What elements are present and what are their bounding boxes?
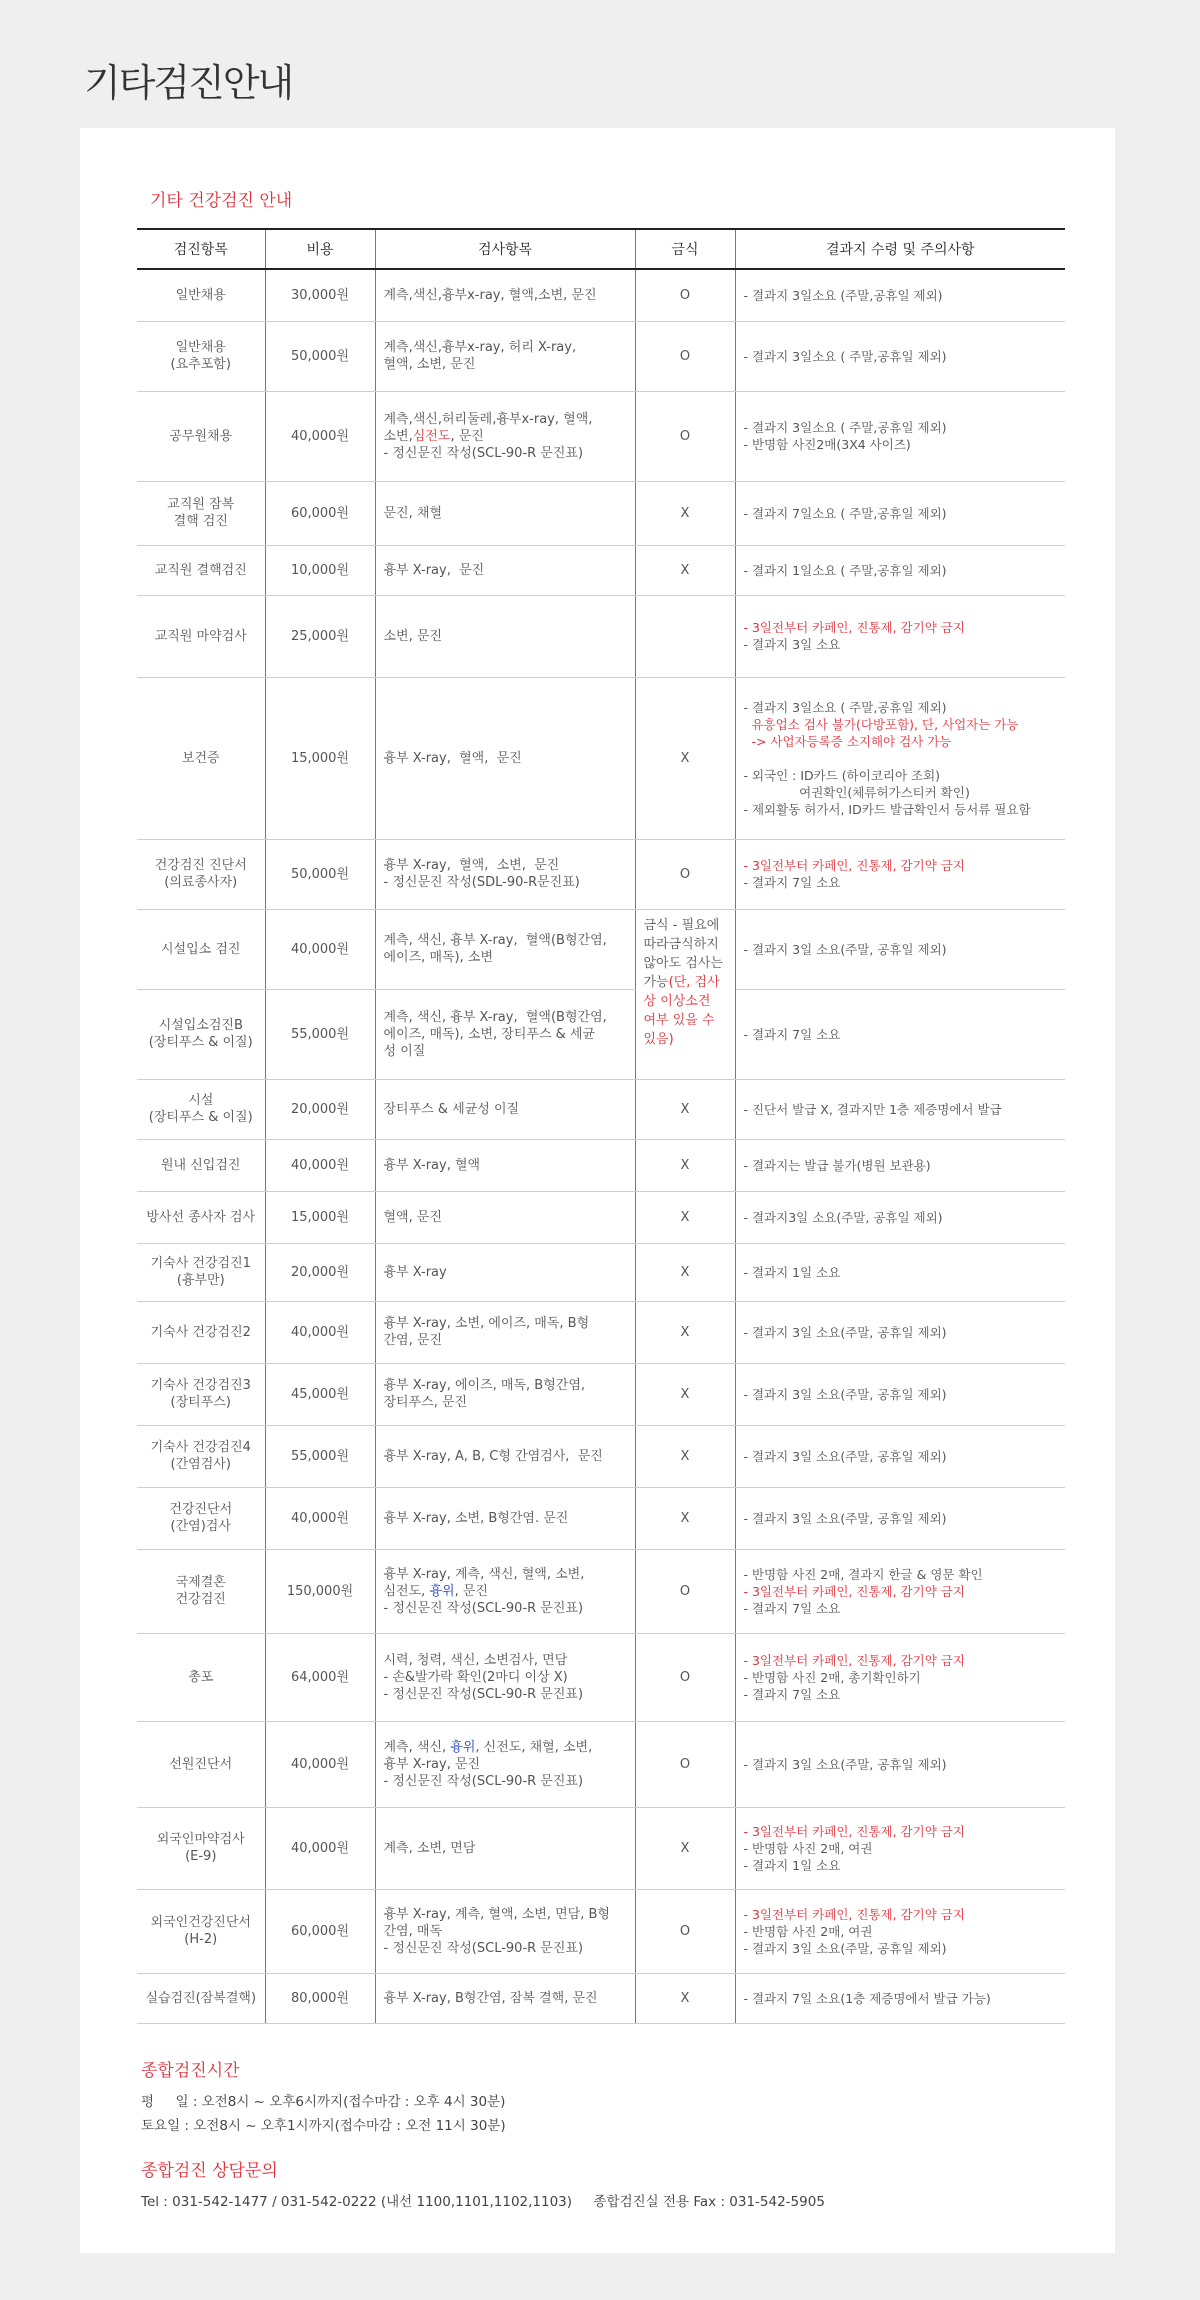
fasting-cell: O: [635, 839, 735, 909]
note-line: - 반명함 사진 2매, 총기확인하기: [743, 1669, 921, 1685]
fasting-cell: X: [635, 1301, 735, 1363]
test-items-cell: [375, 1363, 635, 1425]
notes-cell: [735, 269, 1065, 321]
contact-line: Tel : 031-542-1477 / 031-542-0222 (내선 1100,1101,1102,1103) 종합검진실 전용 Fax : 031-542-5905: [141, 2194, 825, 2210]
note-line: - 3일전부터 카페인, 진통제, 감기약 금지: [743, 620, 965, 635]
test-item-line: 계측,색신,흉부x-ray, 허리 X-ray,: [383, 340, 577, 355]
exam-name-line: 시설입소 검진: [161, 941, 241, 957]
fasting-cell: X: [635, 677, 735, 839]
exam-name-line: 결핵 검진: [173, 514, 228, 529]
note-line: - 결과지 3일 소요: [743, 637, 841, 652]
fee-cell: 45,000원: [265, 1363, 375, 1425]
table-row: [137, 1889, 1065, 1973]
note-line: [744, 750, 1058, 767]
note-line: - 외국인 : ID카드 (하이코리아 조회): [743, 767, 941, 783]
note-line: - 진단서 발급 X, 결과지만 1층 제증명에서 발급: [743, 1101, 1002, 1117]
fee-cell: 80,000원: [265, 1973, 375, 2023]
test-item-line: 계측, 색신, 흉위, 신전도, 채혈, 소변,: [383, 1739, 593, 1755]
notes-cell: [735, 1889, 1065, 1973]
exam-name-line: (요추포함): [170, 357, 231, 372]
exam-name-line: 시설: [188, 1093, 214, 1108]
notes-cell: [735, 1973, 1065, 2023]
fasting-cell: X: [635, 545, 735, 595]
fee-cell: 40,000원: [265, 1721, 375, 1807]
test-items-cell: [375, 1079, 635, 1139]
note-line: - 결과지 3일소요 (주말,공휴일 제외): [743, 287, 943, 303]
test-items-cell: [375, 1721, 635, 1807]
test-items-cell: [375, 595, 635, 677]
exam-name-line: 시설입소검진B: [158, 1018, 243, 1033]
test-item-line: 소변,심전도, 문진: [383, 428, 484, 444]
exam-name-line: (간염)검사: [170, 1519, 231, 1534]
table-row: [137, 1191, 1065, 1243]
note-line: - 결과지 3일소요 ( 주말,공휴일 제외): [743, 699, 947, 715]
header-test-items: 검사항목: [375, 229, 635, 269]
exam-name-line: 건강검진: [175, 1592, 226, 1607]
notes-cell: [735, 1633, 1065, 1721]
exam-name-line: 일반채용: [175, 287, 226, 303]
test-items-cell: [375, 1243, 635, 1301]
table-row: [137, 1301, 1065, 1363]
exam-name-line: (의료종사자): [164, 875, 238, 890]
note-line: - 반명함 사진2매(3X4 사이즈): [743, 437, 911, 452]
test-items-cell: [375, 989, 635, 1079]
table-row: [137, 909, 1065, 989]
fee-cell: 60,000원: [265, 481, 375, 545]
notes-cell: [735, 1301, 1065, 1363]
header-exam-item: 검진항목: [137, 229, 265, 269]
fee-cell: 25,000원: [265, 595, 375, 677]
exam-name-cell: [137, 1301, 265, 1363]
test-item-line: - 정신문진 작성(SCL-90-R 문진표): [383, 1600, 584, 1616]
hours-saturday: 토요일 : 오전8시 ~ 오후1시까지(접수마감 : 오전 11시 30분): [141, 2118, 506, 2134]
fasting-cell: X: [635, 481, 735, 545]
fee-cell: 40,000원: [265, 1139, 375, 1191]
exam-name-line: 외국인건강진단서: [150, 1915, 251, 1930]
note-line: - 결과지 3일 소요(주말, 공휴일 제외): [743, 1756, 947, 1772]
fee-cell: 40,000원: [265, 1301, 375, 1363]
page-title: 기타검진안내: [84, 61, 293, 105]
test-items-cell: [375, 269, 635, 321]
note-line: - 결과지 3일 소요(주말, 공휴일 제외): [743, 941, 947, 957]
fee-cell: 55,000원: [265, 989, 375, 1079]
test-item-line: 계측,색신,허리둘레,흉부x-ray, 혈액,: [383, 411, 593, 427]
notes-cell: [735, 677, 1065, 839]
test-item-line: 에이즈, 매독), 소변: [383, 950, 494, 965]
test-item-line: 흉부 X-ray, 에이즈, 매독, B형간염,: [383, 1378, 586, 1393]
fasting-cell: O: [635, 269, 735, 321]
note-line: - 결과지 7일소요 ( 주말,공휴일 제외): [743, 505, 947, 521]
table-row: [137, 1139, 1065, 1191]
test-item-line: 흉부 X-ray, 소변, 에이즈, 매독, B형: [383, 1316, 590, 1331]
exam-name-cell: [137, 1549, 265, 1633]
exam-name-cell: [137, 909, 265, 989]
header-notes: 결과지 수령 및 주의사항: [735, 229, 1065, 269]
note-line: - 결과지 1일 소요: [743, 1264, 841, 1280]
fasting-cell: X: [635, 1487, 735, 1549]
note-line: - 반명함 사진 2매, 결과지 한글 & 영문 확인: [743, 1566, 983, 1582]
note-line: - 결과지 7일 소요: [743, 1026, 841, 1042]
test-item-line: 장티푸스, 문진: [383, 1395, 468, 1410]
fasting-cell: X: [635, 1079, 735, 1139]
test-items-cell: [375, 1487, 635, 1549]
exam-name-line: (H-2): [184, 1932, 218, 1947]
test-item-line: 계측, 색신, 흉부 X-ray, 혈액(B형간염,: [383, 933, 607, 948]
table-row: [137, 481, 1065, 545]
exam-name-cell: [137, 1973, 265, 2023]
test-items-cell: [375, 1425, 635, 1487]
note-line: - 3일전부터 카페인, 진통제, 감기약 금지: [743, 1906, 965, 1922]
note-line: - 결과지 1일소요 ( 주말,공휴일 제외): [743, 562, 947, 578]
exam-name-line: (흉부만): [176, 1273, 225, 1288]
table-row: [137, 1549, 1065, 1633]
exam-name-cell: [137, 1243, 265, 1301]
notes-cell: [735, 1191, 1065, 1243]
fee-cell: 20,000원: [265, 1079, 375, 1139]
test-item-line: 흉부 X-ray, 계측, 혈액, 소변, 면담, B형: [383, 1906, 610, 1922]
table-row: [137, 1487, 1065, 1549]
test-item-line: 흉부 X-ray, B형간염, 잠복 결핵, 문진: [383, 1990, 598, 2006]
notes-cell: [735, 1425, 1065, 1487]
exam-name-cell: [137, 391, 265, 481]
test-items-cell: [375, 545, 635, 595]
test-item-line: 계측,색신,흉부x-ray, 혈액,소변, 문진: [383, 287, 597, 303]
exam-name-line: (간염검사): [170, 1457, 231, 1472]
notes-cell: [735, 595, 1065, 677]
note-line: - 결과지3일 소요(주말, 공휴일 제외): [743, 1209, 943, 1225]
notes-cell: [735, 1807, 1065, 1889]
test-item-line: - 정신문진 작성(SCL-90-R 문진표): [383, 1686, 584, 1702]
note-line: - 결과지 7일 소요: [743, 1600, 841, 1616]
table-row: [137, 1425, 1065, 1487]
fee-cell: 40,000원: [265, 1807, 375, 1889]
note-line: - 결과지 3일 소요(주말, 공휴일 제외): [743, 1510, 947, 1526]
note-line: - 반명함 사진 2매, 여권: [743, 1923, 873, 1939]
test-item-line: 시력, 청력, 색신, 소변검사, 면담: [383, 1652, 568, 1668]
exam-name-line: 교직원 결핵검진: [154, 562, 247, 578]
table-row: [137, 1243, 1065, 1301]
fasting-merged-cell: [635, 909, 735, 1079]
table-row: [137, 1807, 1065, 1889]
fee-cell: 40,000원: [265, 1487, 375, 1549]
note-line: - 결과지 7일 소요(1층 제증명에서 발급 가능): [743, 1990, 991, 2006]
test-items-cell: [375, 1973, 635, 2023]
test-item-line: 혈액, 문진: [383, 1209, 442, 1225]
fee-cell: 40,000원: [265, 391, 375, 481]
exam-name-cell: [137, 481, 265, 545]
note-line: - 3일전부터 카페인, 진통제, 감기약 금지: [743, 1823, 965, 1839]
note-line: - 결과지 1일 소요: [743, 1857, 841, 1873]
test-item-line: - 정신문진 작성(SCL-90-R 문진표): [383, 1773, 584, 1789]
exam-name-cell: [137, 595, 265, 677]
test-items-cell: [375, 909, 635, 989]
note-line: - 3일전부터 카페인, 진통제, 감기약 금지: [743, 1583, 965, 1599]
notes-cell: [735, 1549, 1065, 1633]
fee-cell: 50,000원: [265, 839, 375, 909]
exam-name-cell: [137, 269, 265, 321]
fee-cell: 30,000원: [265, 269, 375, 321]
fasting-cell: X: [635, 1191, 735, 1243]
fasting-cell: O: [635, 1633, 735, 1721]
table-row: [137, 1363, 1065, 1425]
notes-cell: [735, 321, 1065, 391]
table-row: [137, 391, 1065, 481]
exam-name-line: (장티푸스 & 이질): [148, 1035, 253, 1050]
highlighted-word: 심전도: [412, 428, 451, 444]
header-fee: 비용: [265, 229, 375, 269]
exam-table: [137, 228, 1065, 2024]
note-line: - 결과지 3일 소요(주말, 공휴일 제외): [743, 1386, 947, 1402]
highlighted-word: 흉위: [450, 1739, 476, 1755]
notes-cell: [735, 1079, 1065, 1139]
test-items-cell: [375, 481, 635, 545]
test-item-line: 흉부 X-ray: [383, 1264, 447, 1280]
fee-cell: 150,000원: [265, 1549, 375, 1633]
note-line: - 결과지 3일소요 ( 주말,공휴일 제외): [743, 420, 947, 435]
fee-cell: 64,000원: [265, 1633, 375, 1721]
note-line: -> 사업자등록증 소지해야 검사 가능: [743, 733, 952, 749]
table-row: [137, 1633, 1065, 1721]
test-item-line: - 손&발가락 확인(2마디 이상 X): [383, 1669, 568, 1685]
exam-name-cell: [137, 989, 265, 1079]
note-line: - 3일전부터 카페인, 진통제, 감기약 금지: [743, 858, 965, 873]
exam-name-cell: [137, 1487, 265, 1549]
table-row: [137, 269, 1065, 321]
fasting-cell: X: [635, 1425, 735, 1487]
exam-name-line: 교직원 마약검사: [154, 628, 247, 644]
note-line: - 결과지는 발급 불가(병원 보관용): [743, 1157, 931, 1173]
fasting-cell: O: [635, 391, 735, 481]
contact-title: 종합검진 상담문의: [141, 2161, 278, 2181]
table-row: [137, 1079, 1065, 1139]
notes-cell: [735, 909, 1065, 989]
header-fasting: 금식: [635, 229, 735, 269]
test-item-line: 문진, 채혈: [383, 505, 442, 521]
notes-cell: [735, 391, 1065, 481]
notes-cell: [735, 1363, 1065, 1425]
table-row: [137, 321, 1065, 391]
test-item-line: 장티푸스 & 세균성 이질: [383, 1101, 520, 1117]
exam-name-line: 보건증: [181, 750, 220, 766]
exam-name-line: 외국인마약검사: [156, 1832, 245, 1847]
note-line: - 결과지 3일 소요(주말, 공휴일 제외): [743, 1448, 947, 1464]
fasting-cell: X: [635, 1973, 735, 2023]
exam-name-cell: [137, 1633, 265, 1721]
exam-name-line: 건강진단서: [169, 1502, 233, 1517]
notes-cell: [735, 1139, 1065, 1191]
test-item-line: 흉부 X-ray, 문진: [383, 562, 485, 578]
note-line: - 결과지 3일소요 ( 주말,공휴일 제외): [743, 348, 947, 364]
test-item-line: 심전도, 흉위, 문진: [383, 1583, 488, 1599]
note-line: - 결과지 7일 소요: [743, 1686, 841, 1702]
fasting-cell: X: [635, 1243, 735, 1301]
exam-name-cell: [137, 677, 265, 839]
fasting-cell: X: [635, 1139, 735, 1191]
fee-cell: 60,000원: [265, 1889, 375, 1973]
fasting-merged-note: (단, 검사상 이상소견 여부 있을 수 있음): [643, 974, 720, 1047]
test-items-cell: [375, 839, 635, 909]
table-row: [137, 839, 1065, 909]
notes-cell: [735, 1487, 1065, 1549]
exam-name-cell: [137, 321, 265, 391]
exam-name-cell: [137, 1721, 265, 1807]
table-row: [137, 989, 1065, 1079]
note-line: - 3일전부터 카페인, 진통제, 감기약 금지: [743, 1652, 965, 1668]
test-items-cell: [375, 1301, 635, 1363]
fee-cell: 15,000원: [265, 1191, 375, 1243]
notes-cell: [735, 545, 1065, 595]
exam-name-cell: [137, 545, 265, 595]
exam-name-line: 건강검진 진단서: [154, 858, 247, 873]
exam-name-cell: [137, 1139, 265, 1191]
test-items-cell: [375, 1139, 635, 1191]
test-item-line: 소변, 문진: [383, 628, 442, 644]
test-items-cell: [375, 1191, 635, 1243]
table-row: [137, 595, 1065, 677]
test-item-line: 혈액, 소변, 문진: [383, 357, 476, 372]
note-line: - 결과지 7일 소요: [743, 875, 841, 890]
fasting-cell: O: [635, 1721, 735, 1807]
table-row: [137, 545, 1065, 595]
test-item-line: 간염, 문진: [383, 1333, 442, 1348]
exam-name-line: 기숙사 건강검진3: [150, 1378, 251, 1393]
test-items-cell: [375, 1633, 635, 1721]
exam-name-cell: [137, 1425, 265, 1487]
fasting-cell: X: [635, 1363, 735, 1425]
exam-name-cell: [137, 1807, 265, 1889]
fee-cell: 40,000원: [265, 909, 375, 989]
exam-name-cell: [137, 1079, 265, 1139]
fee-cell: 55,000원: [265, 1425, 375, 1487]
fasting-cell: [635, 595, 735, 677]
section-title: 기타 건강검진 안내: [150, 191, 293, 211]
notes-cell: [735, 481, 1065, 545]
exam-name-cell: [137, 839, 265, 909]
notes-cell: [735, 839, 1065, 909]
exam-name-line: (E-9): [185, 1849, 217, 1864]
exam-name-line: 공무원채용: [169, 428, 233, 444]
exam-name-line: 기숙사 건강검진2: [150, 1324, 251, 1340]
note-line: - 결과지 3일 소요(주말, 공휴일 제외): [743, 1940, 947, 1956]
table-header-row: [137, 229, 1065, 269]
test-items-cell: [375, 1807, 635, 1889]
test-item-line: 흉부 X-ray, 혈액, 소변, 문진: [383, 858, 560, 873]
table-body: [137, 269, 1065, 2023]
test-item-line: 흉부 X-ray, 혈액: [383, 1157, 481, 1173]
exam-name-line: 교직원 잠복: [167, 497, 235, 512]
test-item-line: 흉부 X-ray, 혈액, 문진: [383, 750, 522, 766]
note-line: - 결과지 3일 소요(주말, 공휴일 제외): [743, 1324, 947, 1340]
hours-title: 종합검진시간: [141, 2061, 240, 2081]
exam-name-line: 방사선 종사자 검사: [146, 1209, 256, 1225]
fasting-cell: O: [635, 1889, 735, 1973]
exam-name-cell: [137, 1191, 265, 1243]
test-item-line: 흉부 X-ray, 문진: [383, 1756, 481, 1772]
note-line: - 반명함 사진 2매, 여권: [743, 1840, 873, 1856]
fasting-merged-text: 금식 - 필요에 따라금식하지 않아도 검사는 가능: [643, 917, 723, 990]
fee-cell: 50,000원: [265, 321, 375, 391]
note-line: 여권확인(체류허가스티커 확인): [743, 784, 970, 800]
exam-name-line: 국제결혼: [175, 1575, 226, 1590]
notes-cell: [735, 1721, 1065, 1807]
hours-weekday: 평 일 : 오전8시 ~ 오후6시까지(접수마감 : 오후 4시 30분): [141, 2094, 506, 2110]
test-item-line: 흉부 X-ray, A, B, C형 간염검사, 문진: [383, 1448, 603, 1464]
content-panel: [80, 128, 1115, 2253]
exam-name-line: 총포: [188, 1669, 214, 1685]
exam-name-cell: [137, 1363, 265, 1425]
exam-name-line: 일반채용: [175, 340, 226, 355]
exam-name-line: (장티푸스): [170, 1395, 231, 1410]
test-item-line: - 정신문진 작성(SCL-90-R 문진표): [383, 1940, 584, 1956]
note-line: 유흥업소 검사 불가(다방포함), 단, 사업자는 가능: [743, 716, 1019, 732]
exam-name-line: (장티푸스 & 이질): [148, 1110, 253, 1125]
fasting-cell: O: [635, 321, 735, 391]
fasting-cell: X: [635, 1807, 735, 1889]
test-items-cell: [375, 677, 635, 839]
test-item-line: 간염, 매독: [383, 1923, 442, 1939]
test-item-line: 계측, 색신, 흉부 X-ray, 혈액(B형간염,: [383, 1009, 607, 1025]
table-row: [137, 1973, 1065, 2023]
exam-name-cell: [137, 1889, 265, 1973]
fasting-cell: O: [635, 1549, 735, 1633]
fee-cell: 15,000원: [265, 677, 375, 839]
exam-name-line: 원내 신입검진: [161, 1157, 241, 1173]
test-item-line: 에이즈, 매독), 소변, 장티푸스 & 세균: [383, 1026, 596, 1042]
test-items-cell: [375, 1549, 635, 1633]
fee-cell: 10,000원: [265, 545, 375, 595]
table-row: [137, 677, 1065, 839]
fee-cell: 20,000원: [265, 1243, 375, 1301]
note-line: - 제외활동 허가서, ID카드 발급확인서 등서류 필요함: [743, 801, 1031, 817]
exam-name-line: 기숙사 건강검진1: [150, 1256, 251, 1271]
notes-cell: [735, 989, 1065, 1079]
test-items-cell: [375, 321, 635, 391]
test-item-line: 계측, 소변, 면담: [383, 1840, 476, 1856]
test-items-cell: [375, 391, 635, 481]
highlighted-word: 흉위: [429, 1583, 455, 1599]
exam-name-line: 선원진단서: [169, 1756, 233, 1772]
test-item-line: 흉부 X-ray, 계측, 색신, 혈액, 소변,: [383, 1566, 585, 1582]
test-item-line: - 정신문진 작성(SCL-90-R 문진표): [383, 445, 584, 461]
table-row: [137, 1721, 1065, 1807]
test-items-cell: [375, 1889, 635, 1973]
notes-cell: [735, 1243, 1065, 1301]
test-item-line: 성 이질: [383, 1043, 426, 1059]
exam-name-line: 기숙사 건강검진4: [150, 1440, 251, 1455]
test-item-line: - 정신문진 작성(SDL-90-R문진표): [383, 875, 580, 890]
test-item-line: 흉부 X-ray, 소변, B형간염. 문진: [383, 1510, 569, 1526]
exam-name-line: 실습검진(잠복결핵): [145, 1990, 257, 2006]
